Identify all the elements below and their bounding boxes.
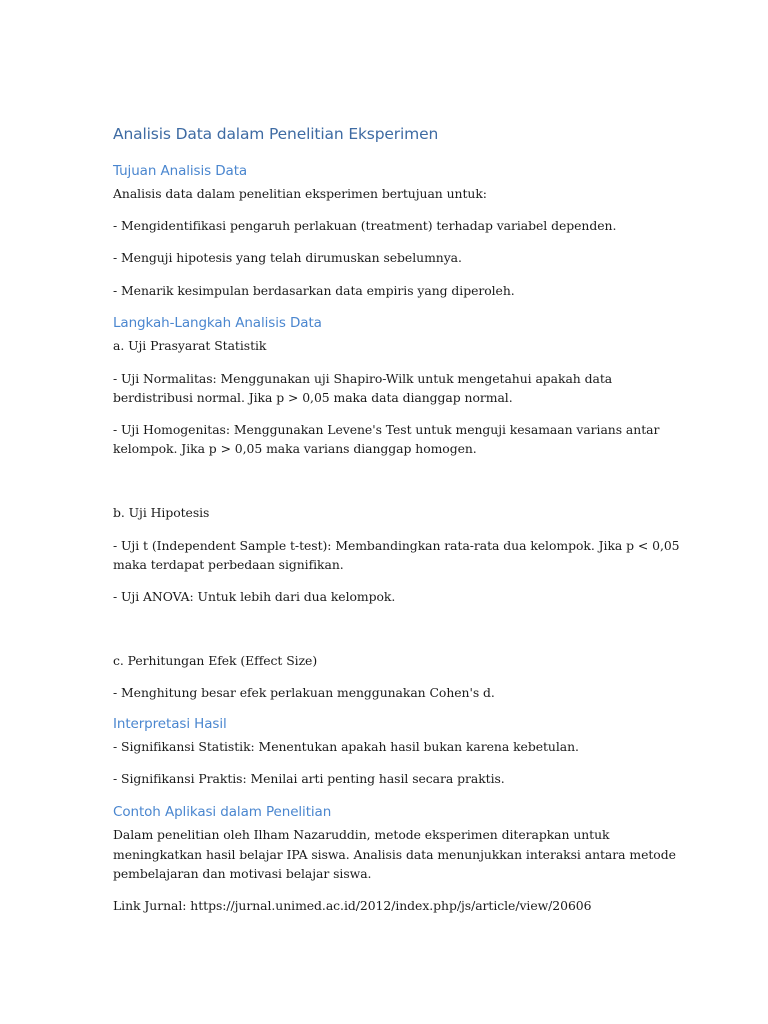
list-item: - Uji Homogenitas: Menggunakan Levene's Test untuk menguji kesamaan varians antar [113,422,660,437]
list-item: - Menarik kesimpulan berdasarkan data empiris yang diperoleh. [113,283,515,298]
list-item-continuation: maka terdapat perbedaan signifikan. [113,557,344,572]
document-title: Analisis Data dalam Penelitian Eksperimen [113,125,439,143]
list-item: - Uji Normalitas: Menggunakan uji Shapiro-Wilk untuk mengetahui apakah data [113,371,613,386]
list-item: - Mengidentifikasi pengaruh perlakuan (treatment) terhadap variabel dependen. [113,218,617,233]
section-heading-tujuan: Tujuan Analisis Data [113,163,248,179]
list-item: - Signifikansi Praktis: Menilai arti penting hasil secara praktis. [113,771,505,786]
subheading: b. Uji Hipotesis [113,505,210,520]
paragraph-line: Dalam penelitian oleh Ilham Nazaruddin, metode eksperimen diterapkan untuk [113,827,610,842]
list-item: - Uji t (Independent Sample t-test): Membandingkan rata-rata dua kelompok. Jika p < 0,05 [113,538,680,553]
section-heading-interpretasi: Interpretasi Hasil [113,716,227,732]
subheading: a. Uji Prasyarat Statistik [113,338,267,353]
journal-link[interactable]: Link Jurnal: https://jurnal.unimed.ac.id/2012/index.php/js/article/view/20606 [113,898,592,913]
list-item-continuation: kelompok. Jika p > 0,05 maka varians dianggap homogen. [113,441,477,456]
paragraph-line: meningkatkan hasil belajar IPA siswa. Analisis data menunjukkan interaksi antara metode [113,847,676,862]
list-item-continuation: berdistribusi normal. Jika p > 0,05 maka data dianggap normal. [113,390,513,405]
section-heading-contoh: Contoh Aplikasi dalam Penelitian [113,804,332,820]
paragraph-line: pembelajaran dan motivasi belajar siswa. [113,866,372,881]
list-item: - Menguji hipotesis yang telah dirumuskan sebelumnya. [113,250,462,265]
list-item: - Menghitung besar efek perlakuan menggunakan Cohen's d. [113,685,495,700]
subheading: c. Perhitungan Efek (Effect Size) [113,653,318,668]
list-item: - Uji ANOVA: Untuk lebih dari dua kelompok. [113,589,396,604]
list-item: - Signifikansi Statistik: Menentukan apakah hasil bukan karena kebetulan. [113,739,579,754]
section-heading-langkah: Langkah-Langkah Analisis Data [113,315,322,331]
paragraph: Analisis data dalam penelitian eksperimen bertujuan untuk: [113,186,487,201]
